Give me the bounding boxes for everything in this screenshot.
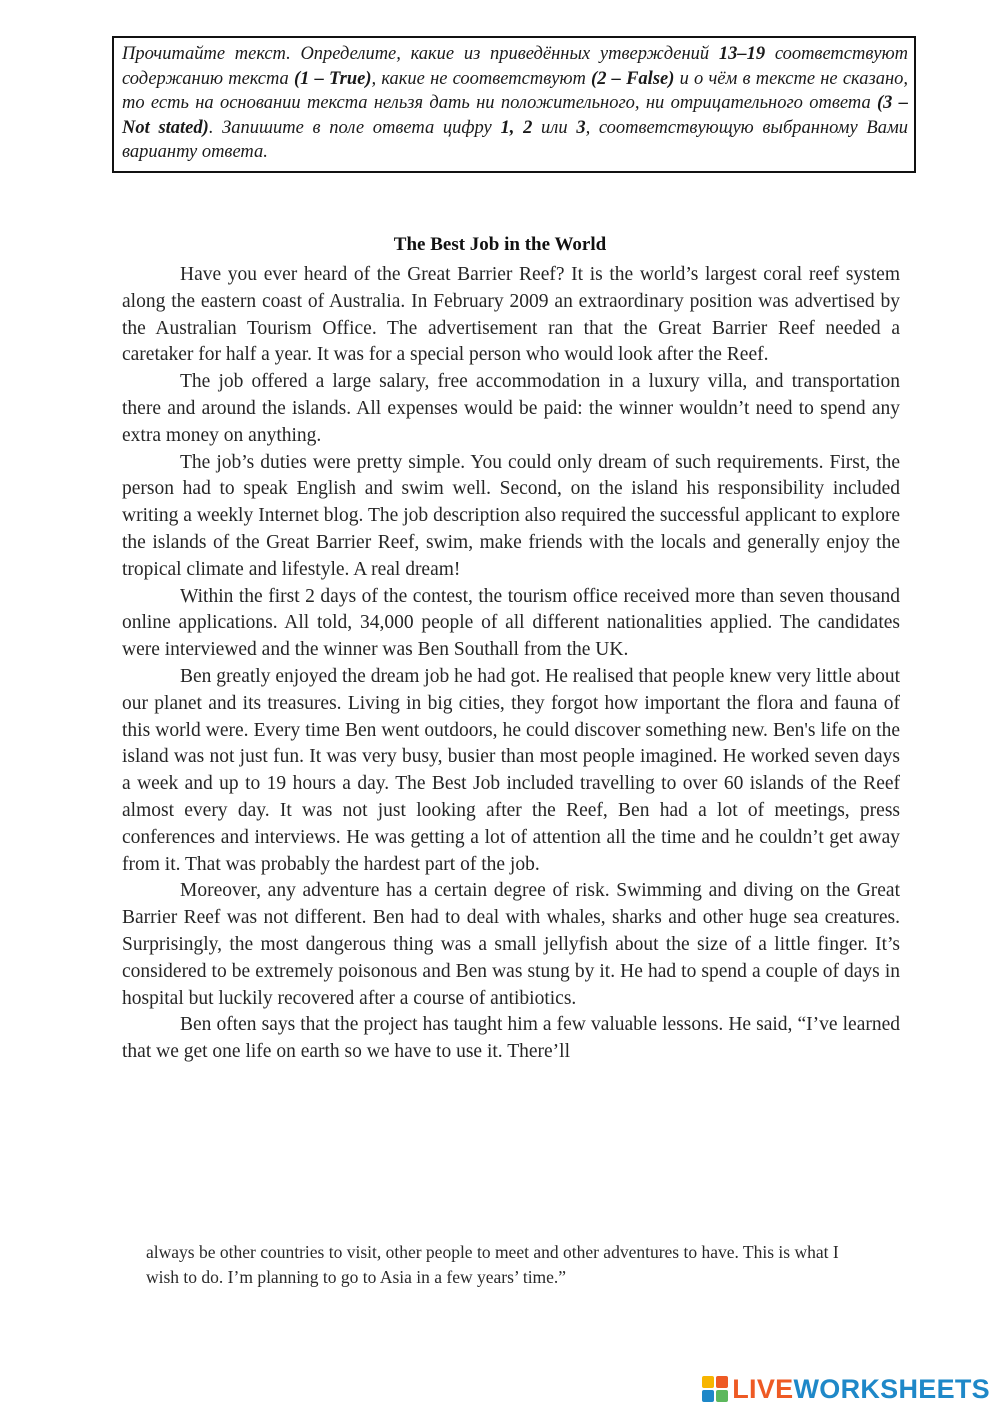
instructions-range: 13–19 (718, 44, 766, 64)
instructions-text-7: , соответствующую выбранному Вами варианту ответа. (122, 117, 908, 162)
instructions-text-3: , какие не соответствуют (371, 68, 592, 89)
instructions-text-5: . Запишите в поле ответа цифру (208, 117, 501, 138)
paragraph: Within the first 2 days of the contest, the tourism office received more than seven thousand online applications. All told, 34,000 people of all different nationalities applied. The candidates were interviewed and the winner was Ben Southall from the UK. (122, 585, 900, 661)
liveworksheets-brand (702, 1373, 990, 1405)
instructions-text-2: соответствуют содержанию текста (122, 44, 909, 89)
instructions-text-4: и о чём в тексте не сказано, то есть на основании текста нельзя дать ни положительного, ни отрицательного ответа (122, 68, 908, 113)
paragraph: Have you ever heard of the Great Barrier Reef? It is the world’s largest coral reef system along the eastern coast of Australia. In February 2009 an extraordinary position was advertised by the Australian Tourism Office. The advertisement ran that the Great Barrier Reef needed a caretaker for half a year. It was for a special person who would look after the Reef. (122, 264, 900, 366)
instructions-true-label: (1 – True) (293, 68, 372, 89)
continuation-paragraph: always be other countries to visit, other people to meet and other adventures to have. This is what I wish to do. I’m planning to go to Asia in a few years’ time.” (146, 1242, 839, 1287)
paragraph: The job offered a large salary, free accommodation in a luxury villa, and transportation there and around the islands. All expenses would be paid: the winner wouldn’t need to spend any extra money on anything. (122, 371, 900, 446)
instructions-false-label: (2 – False) (591, 68, 675, 89)
liveworksheets-wordmark (732, 1374, 990, 1405)
article-title: The Best Job in the World (393, 234, 607, 255)
paragraph: Moreover, any adventure has a certain degree of risk. Swimming and diving on the Great Barrier Reef was not different. Ben had to deal with whales, sharks and other huge sea creatures. Surprisingly, the most dangerous thing was a small jellyfish about the size of a little finger. It’s considered to be extremely poisonous and Ben was stung by it. He had to spend a couple of days in hospital but luckily recovered after a course of antibiotics. (122, 880, 900, 1009)
paragraph: The job’s duties were pretty simple. You could only dream of such requirements. First, the person had to speak English and swim well. Second, on the island his responsibility included writing a weekly Internet blog. The job description also required the successful applicant to explore the islands of the Great Barrier Reef, swim, make friends with the locals and generally enjoy the tropical climate and lifestyle. A real dream! (122, 451, 900, 580)
instructions-text-6: или (532, 117, 577, 138)
article-continuation (146, 1240, 870, 1290)
instructions-text-1: Прочитайте текст. Определите, какие из приведённых утверждений (122, 44, 719, 64)
liveworksheets-logo-icon (702, 1376, 728, 1402)
paragraph: Ben often says that the project has taught him a few valuable lessons. He said, “I’ve learned that we get one life on earth so we have to use it. There’ll (122, 1014, 900, 1063)
instructions-digits: 1, 2 (500, 117, 533, 138)
wordmark-worksheets: WORKSHEETS (793, 1373, 990, 1404)
instructions-not-stated-label: (3 – Not stated) (122, 93, 908, 138)
instructions-digit-3: 3 (576, 117, 586, 138)
paragraph: Ben greatly enjoyed the dream job he had got. He realised that people knew very little about our planet and its treasures. Living in big cities, they forgot how important the flora and fauna of this world were. Every time Ben went outdoors, he could discover something new. Ben's life on the island was not just fun. It was very busy, busier than most people imagined. He worked seven days a week and up to 19 hours a day. The Best Job included travelling to over 60 islands of the Reef almost every day. It was not just looking after the Reef, Ben had a lot of meetings, press conferences and interviews. He was getting a lot of attention all the time and he couldn’t get away from it. That was probably the hardest part of the job. (122, 665, 900, 875)
wordmark-live: LIVE (732, 1373, 794, 1404)
instructions-box (112, 36, 916, 173)
article-body (122, 262, 900, 1066)
